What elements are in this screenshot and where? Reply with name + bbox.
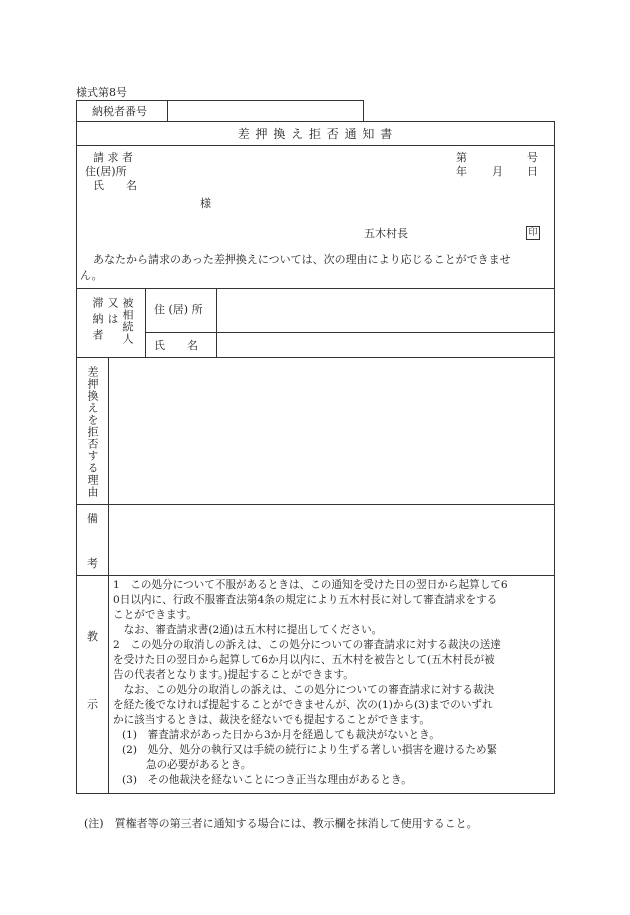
form-number: 様式第8号: [76, 86, 127, 99]
instruction-line: 急の必要があるとき。: [146, 759, 252, 771]
name-label: 氏 名: [93, 179, 137, 192]
document-title: 差 押 換 え 拒 否 通 知 書: [237, 127, 394, 141]
delinquent-address-label: 住 (居) 所: [154, 303, 203, 316]
remarks-label-top: 備: [87, 512, 98, 525]
intro-line-2: ん。: [80, 269, 103, 282]
honorific: 様: [200, 197, 211, 210]
delinquent-name-label: 氏 名: [154, 339, 198, 352]
date-year: 年: [456, 165, 467, 178]
issuer-name: 五木村長: [364, 227, 408, 240]
reason-label: 差押換えを拒否する理由: [86, 366, 99, 498]
intro-line-1: あなたから請求のあった差押換えについては、次の理由により応じることができませ: [93, 253, 511, 266]
instruction-line: 1 この処分について不服があるときは、この通知を受けた日の翌日から起算して6: [113, 579, 508, 591]
delinquent-label-col2: 又は: [106, 297, 119, 329]
instruction-line: を受けた日の翌日から起算して6か月以内に、五木村を被告として(五木村長が被: [113, 654, 495, 666]
instruction-label-top: 教: [87, 630, 98, 643]
delinquent-label-col1: 滞納者: [91, 297, 104, 345]
instruction-line: (3) その他裁決を経ないことにつき正当な理由があるとき。: [122, 774, 412, 786]
instruction-line: 告の代表者となります。)提起することができます。: [113, 669, 354, 681]
instruction-line: なお、審査請求書(2通)は五木村に提出してください。: [113, 624, 383, 636]
address-label: 住(居)所: [85, 165, 127, 178]
remarks-label-bottom: 考: [87, 557, 98, 570]
instruction-line: なお、この処分の取消しの訴えは、この処分についての審査請求に対する裁決: [113, 684, 495, 696]
delinquent-label-col3: 被相続人: [121, 297, 134, 345]
taxpayer-number-label: 納税者番号: [92, 105, 147, 118]
footnote: (注) 質権者等の第三者に通知する場合には、教示欄を抹消して使用すること。: [84, 817, 478, 830]
instruction-line: (1) 審査請求があった日から3か月を経過しても裁決がないとき。: [122, 729, 440, 741]
instruction-line: 0日以内に、行政不服審査法第4条の規定により五木村長に対して審査請求をする: [113, 594, 498, 606]
instruction-line: を経た後でなければ提起することができませんが、次の(1)から(3)までのいずれ: [113, 699, 493, 711]
date-month: 月: [492, 165, 503, 178]
instruction-line: (2) 処分、処分の執行又は手続の続行により生ずる著しい損害を避けるため緊: [122, 744, 498, 756]
instruction-label-bottom: 示: [87, 698, 98, 711]
seal-mark: 印: [526, 226, 540, 240]
requester-label: 請 求 者: [93, 151, 133, 164]
date-day: 日: [527, 165, 538, 178]
instruction-line: 2 この処分の取消しの訴えは、この処分についての審査請求に対する裁決の送達: [113, 639, 501, 651]
instruction-line: かに該当するときは、裁決を経ないでも提起することができます。: [113, 714, 430, 726]
instruction-line: ことができます。: [113, 609, 197, 621]
doc-number-suffix: 号: [527, 151, 538, 164]
doc-number-prefix: 第: [456, 151, 467, 164]
